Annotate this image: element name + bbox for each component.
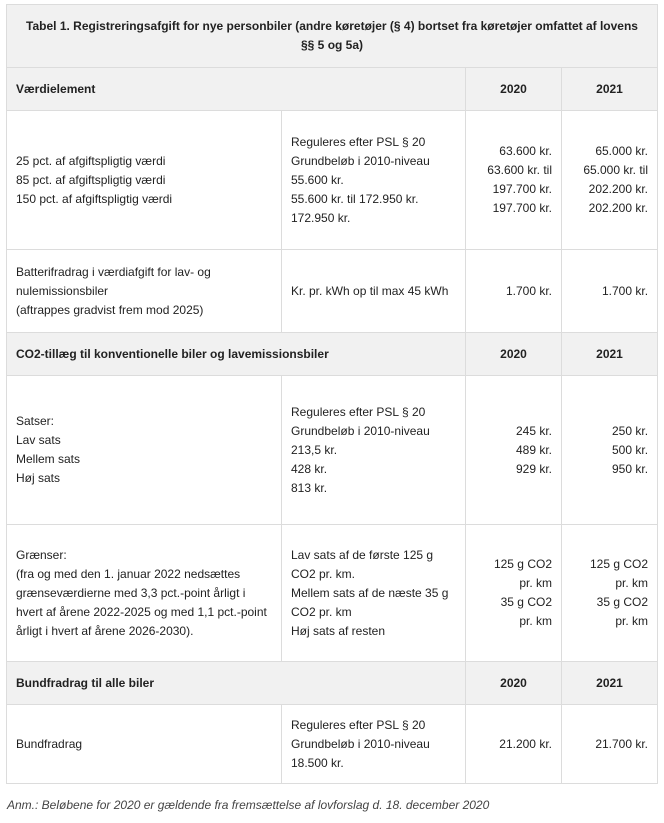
text-line: Høj sats af resten	[291, 623, 386, 638]
amount-2020	[466, 111, 562, 250]
text-line: 65.000 kr.	[595, 144, 649, 158]
table-row	[7, 705, 658, 784]
text-line: 202.200 kr.	[588, 201, 649, 215]
table-row	[7, 525, 658, 662]
text-line: 125 g CO2	[493, 557, 552, 571]
section-header-value-element: Værdielement	[7, 68, 466, 111]
amount-2020	[466, 525, 562, 662]
text-line: Grundbeløb i 2010-niveau	[291, 423, 430, 438]
text-line: 18.500 kr.	[291, 755, 344, 770]
co2-limits-description	[7, 525, 282, 662]
text-line: 63.600 kr.	[499, 144, 552, 158]
text-line: 213,5 kr.	[291, 442, 338, 457]
text-line: 85 pct. af afgiftspligtig værdi	[16, 172, 166, 187]
amount-2021	[562, 525, 658, 662]
footnote: Anm.: Beløbene for 2020 er gældende fra fremsættelse af lovforslag d. 18. december 2020	[7, 798, 490, 812]
tax-table-container	[6, 4, 657, 784]
text-line: 950 kr.	[612, 461, 649, 476]
text-line: pr. km	[615, 614, 649, 628]
amount-2020	[466, 376, 562, 525]
co2-limits-basis	[282, 525, 466, 662]
text-line: 35 g CO2	[500, 595, 552, 609]
text-line: Mellem sats af de næste 35 g CO2 pr. km	[291, 585, 449, 619]
text-line: 150 pct. af afgiftspligtig værdi	[16, 191, 173, 206]
text-line: Grundbeløb i 2010-niveau	[291, 736, 430, 751]
text-line: pr. km	[519, 576, 552, 590]
text-line: (fra og med den 1. januar 2022 nedsættes grænseværdierne med 3,3 pct.-point årligt i hvert af årene 2022-2025 og med 1,1 pct.-point årligt i hvert af årene 2026-2030).	[16, 566, 267, 638]
text-line: pr. km	[615, 576, 649, 590]
text-line: 813 kr.	[291, 480, 328, 495]
text-line: Reguleres efter PSL § 20	[291, 404, 426, 419]
text-line: 489 kr.	[515, 442, 552, 457]
table-row	[7, 376, 658, 525]
table-title: Tabel 1. Registreringsafgift for nye personbiler (andre køretøjer (§ 4) bortset fra køretøjer omfattet af lovens §§ 5 og 5a)	[7, 5, 658, 68]
text-line: (aftrappes gradvist frem mod 2025)	[16, 302, 204, 317]
text-line: 250 kr.	[612, 423, 649, 438]
text-line: Høj sats	[16, 471, 61, 485]
year-header-2021: 2021	[562, 68, 658, 111]
year-header-2020: 2020	[466, 68, 562, 111]
value-element-basis	[282, 111, 466, 250]
text-line: 197.700 kr.	[492, 201, 552, 215]
table-row	[7, 111, 658, 250]
table-row	[7, 250, 658, 333]
registration-tax-table	[6, 4, 658, 784]
text-line: Reguleres efter PSL § 20	[291, 134, 426, 149]
amount-2021: 1.700 kr.	[562, 250, 658, 333]
year-header-2020: 2020	[466, 662, 562, 705]
amount-2020: 1.700 kr.	[466, 250, 562, 333]
text-line: Satser:	[16, 414, 55, 428]
text-line: Batterifradrag i værdiafgift for lav- og nulemissionsbiler	[16, 264, 211, 298]
battery-deduction-basis: Kr. pr. kWh op til max 45 kWh	[282, 250, 466, 333]
year-header-2021: 2021	[562, 333, 658, 376]
text-line: 55.600 kr. til 172.950 kr.	[291, 191, 419, 206]
text-line: 245 kr.	[515, 423, 552, 438]
text-line: 35 g CO2	[596, 595, 649, 609]
text-line: Grundbeløb i 2010-niveau	[291, 153, 430, 168]
text-line: 202.200 kr.	[588, 182, 649, 196]
text-line: pr. km	[519, 614, 552, 628]
text-line: 25 pct. af afgiftspligtig værdi	[16, 153, 166, 168]
base-deduction-description: Bundfradrag	[7, 705, 282, 784]
section-header-row	[7, 662, 658, 705]
text-line: Mellem sats	[16, 452, 81, 466]
amount-2021	[562, 376, 658, 525]
text-line: 500 kr.	[612, 442, 649, 457]
text-line: 125 g CO2	[589, 557, 649, 571]
amount-2021: 21.700 kr.	[562, 705, 658, 784]
co2-rates-description	[7, 376, 282, 525]
section-header-base-deduction: Bundfradrag til alle biler	[7, 662, 466, 705]
text-line: Reguleres efter PSL § 20	[291, 717, 426, 732]
year-header-2021: 2021	[562, 662, 658, 705]
text-line: 172.950 kr.	[291, 210, 351, 225]
amount-2020: 21.200 kr.	[466, 705, 562, 784]
text-line: Lav sats	[16, 433, 61, 447]
base-deduction-basis	[282, 705, 466, 784]
amount-2021	[562, 111, 658, 250]
text-line: 197.700 kr.	[492, 182, 552, 196]
section-header-row	[7, 68, 658, 111]
text-line: 55.600 kr.	[291, 172, 344, 187]
text-line: 929 kr.	[515, 461, 552, 476]
section-header-row	[7, 333, 658, 376]
text-line: Grænser:	[16, 547, 67, 562]
section-header-co2: CO2-tillæg til konventionelle biler og lavemissionsbiler	[7, 333, 466, 376]
co2-rates-basis	[282, 376, 466, 525]
table-title-row	[7, 5, 658, 68]
battery-deduction-description	[7, 250, 282, 333]
text-line: Lav sats af de første 125 g CO2 pr. km.	[291, 547, 434, 581]
text-line: 65.000 kr. til	[583, 163, 649, 177]
year-header-2020: 2020	[466, 333, 562, 376]
text-line: 428 kr.	[291, 461, 328, 476]
value-element-description	[7, 111, 282, 250]
text-line: 63.600 kr. til	[487, 163, 552, 177]
